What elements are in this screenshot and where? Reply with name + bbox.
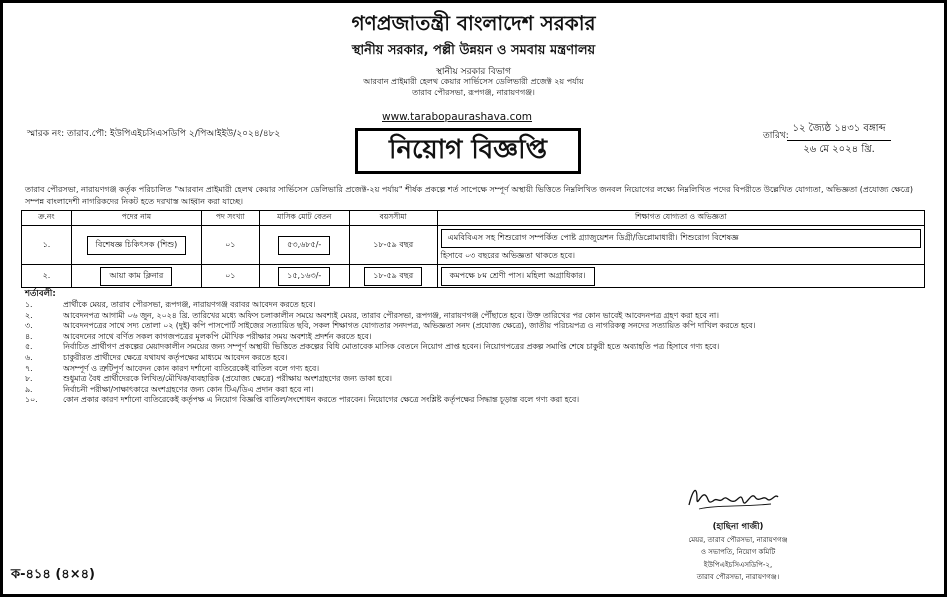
signature: [685, 479, 781, 515]
condition-text: শুধুমাত্র বৈধ প্রার্থীদেরকে লিখিত/মৌখিক/ব্যবহারিক (প্রযোজ্য ক্ষেত্রে) পরীক্ষায় অংশগ্রহণের জন্য ডাকা হবে।: [63, 374, 392, 384]
condition-text: আবেদনপত্র আগামী ০৬ জুন, ২০২৪ খ্রি. তারিখের মধ্যে অফিস চলাকালীন সময়ে অবশ্যই মেয়র, তারাব পৌরসভা, রূপগঞ্জ, নারায়ণগঞ্জ পৌঁছাতে হবে। উক্ত তারিখের পর কোন ভাবেই আবেদনপত্র গ্রহণ করা হবে না।: [63, 310, 719, 320]
row-age: ১৮-৫৯ বছর: [349, 226, 437, 265]
condition-number: ১০.: [25, 395, 38, 405]
row-count: ০১: [201, 226, 259, 265]
notice-title: [355, 128, 581, 174]
condition-text: নির্বাচিত প্রার্থীগণ প্রকল্পের মেয়াদকালীন সময়ের জন্য সম্পূর্ণ অস্থায়ী ভিত্তিতে প্রকল্পের বিধি মোতাবেক মাসিক বেতনে নিয়োগ প্রাপ্ত হবেন। নিয়োগপত্রের প্রকল্প সমাপ্তি শেষে চাকুরী হতে অব্যাহতি পত্র হিসাবে গণ্য হবে।: [63, 342, 720, 352]
website-link[interactable]: www.tarabopaurashava.com: [382, 111, 533, 123]
row-post: [71, 226, 201, 265]
row-qualification: [437, 265, 924, 288]
signatory-designation: মেয়র, তারাব পৌরসভা, নারায়ণগঞ্জ: [688, 535, 788, 544]
row-salary: [259, 265, 349, 288]
date-bangla: ১২ জ্যৈষ্ঠ ১৪৩১ বঙ্গাব্দ: [787, 121, 891, 141]
header-serial: ক্র.নং: [22, 211, 72, 226]
row-serial: ১.: [22, 226, 72, 265]
condition-number: ৯.: [25, 384, 33, 394]
header-qualification: শিক্ষাগত যোগ্যতা ও অভিজ্ঞতা: [437, 211, 924, 226]
footer-code: ক-৪১৪ (৪×৪): [11, 567, 95, 582]
condition-item: [25, 364, 925, 375]
condition-item: [25, 385, 925, 396]
office-address: তারাব পৌরসভা, রূপগঞ্জ, নারায়ণগঞ্জ।: [412, 88, 535, 97]
condition-item: [25, 311, 925, 322]
intro-paragraph: তারাব পৌরসভা, নারায়ণগঞ্জ কর্তৃক পরিচালিত "আরবান প্রাইমারী হেলথ কেয়ার সার্ভিসেস ডেলিভারি প্রজেক্ট-২য় পর্যায়" শীর্ষক প্রকল্পে শর্ত সাপেক্ষে সম্পূর্ণ অস্থায়ী ভিত্তিতে নিম্নলিখিত জনবল নিয়োগের লক্ষ্যে নিম্নলিখিত পদের বিপরীতে উল্লেখিত যোগ্যতা, অভিজ্ঞতা (প্রযোজ্য ক্ষেত্রে) সম্পন্ন বাংলাদেশী নাগরিকদের নিকট হতে দরখাস্ত আহ্বান করা যাচ্ছে।: [25, 185, 913, 206]
qualification-line: কমপক্ষে ৮ম শ্রেণী পাস। মহিলা অগ্রাধিকার।: [441, 267, 595, 286]
condition-number: ৭.: [25, 363, 33, 373]
condition-text: চাকুরীরত প্রার্থীদের ক্ষেত্রে যথাযথ কর্তৃপক্ষের মাধ্যমে আবেদন করতে হবে।: [63, 352, 288, 362]
condition-item: [25, 374, 925, 385]
post-name: বিশেষজ্ঞ চিকিৎসক (শিশু): [87, 236, 187, 255]
condition-number: ৪.: [25, 331, 33, 341]
conditions-title: শর্তাবলী:: [25, 289, 56, 299]
condition-text: আবেদনপত্রের সাথে সদ্য তোলা ০২ (দুই) কপি পাসপোর্ট সাইজের সত্যায়িত ছবি, সকল শিক্ষাগত যোগ্যতার সনদপত্র, অভিজ্ঞতা সনদ (প্রযোজ্য ক্ষেত্রে), জাতীয় পরিচয়পত্র ও নাগরিকত্ব সনদের সত্যায়িত কপি দাখিল করতে হবে।: [63, 321, 756, 331]
condition-text: অসম্পূর্ণ ও ত্রুটিপূর্ণ আবেদন কোন কারণ দর্শানো ব্যতিরেকেই বাতিল বলে গণ্য হবে।: [63, 363, 320, 373]
notice-title-text: নিয়োগ বিজ্ঞপ্তি: [389, 135, 547, 165]
row-age: [349, 265, 437, 288]
condition-item: [25, 332, 925, 343]
condition-number: ৮.: [25, 374, 33, 384]
signatory-name: (হাছিনা গাজী): [712, 522, 764, 532]
salary-value: ৫৩,৬৮৫/-: [278, 236, 330, 255]
table-row: [22, 265, 925, 288]
post-name: আয়া কাম ক্লিনার: [100, 267, 172, 286]
condition-item: [25, 342, 925, 353]
condition-item: [25, 300, 925, 311]
condition-number: ৩.: [25, 321, 33, 331]
date-label: তারিখ:: [763, 131, 789, 141]
condition-number: ৫.: [25, 342, 33, 352]
posts-table: [21, 210, 925, 288]
qualification-line: হিসাবে ০৩ বছরের অভিজ্ঞতা থাকতে হবে।: [440, 251, 576, 260]
signatory-office: তারাব পৌরসভা, নারায়ণগঞ্জ।: [696, 573, 780, 581]
header-salary: মাসিক মোট বেতন: [259, 211, 349, 226]
salary-value: ১৫,১৬৩/-: [278, 267, 330, 286]
signatory-block: [653, 521, 823, 584]
memo-number: স্মারক নং: তারাব.পৌ: ইউপিএইচসিএসডিপি ২/পিআইইউ/২০২৪/৪৮২: [27, 129, 281, 139]
age-value: ১৮-৫৯ বছর: [364, 267, 422, 286]
signatory-committee: ও সভাপতি, নিয়োগ কমিটি: [700, 548, 776, 556]
row-qualification: [437, 226, 924, 265]
condition-text: আবেদনের সাথে বর্ণিত সকল কাগজপত্রের মূলকপি মৌখিক পরীক্ষার সময় অবশ্যই প্রদর্শন করতে হবে।: [63, 331, 372, 341]
table-header-row: [22, 211, 925, 226]
row-post: [71, 265, 201, 288]
division-name: স্থানীয় সরকার বিভাগ: [435, 67, 512, 77]
condition-number: ৬.: [25, 352, 33, 362]
qualification-line: এমবিবিএস সহ শিশুরোগ সম্পর্কিত পোষ্ট গ্র্যাজুয়েশন ডিগ্রী/ডিপ্লোমাধারী। শিশুরোগ বিশেষজ্ঞ: [441, 229, 921, 248]
signatory-project: ইউপিএইচসিএসডিপি-২,: [703, 560, 773, 569]
condition-text: কোন প্রকার কারণ দর্শানো ব্যতিরেকেই কর্তৃপক্ষ এ নিয়োগ বিজ্ঞপ্তি বাতিল/সংশোধন করতে পারবেন। নিয়োগের ক্ষেত্রে সংশ্লিষ্ট কর্তৃপক্ষের সিদ্ধান্ত চূড়ান্ত বলে গণ্য করা হবে।: [63, 395, 579, 405]
condition-text: নির্বাচনী পরীক্ষা/সাক্ষাৎকারে অংশগ্রহণের জন্য কোন টিএ/ডিএ প্রদান করা হবে না।: [63, 384, 314, 394]
header-post: পদের নাম: [71, 211, 201, 226]
date-english: ২৬ মে ২০২৪ খ্রি.: [803, 144, 875, 155]
condition-number: ১.: [25, 300, 33, 309]
government-title: গণপ্রজাতন্ত্রী বাংলাদেশ সরকার: [351, 11, 596, 35]
header-age: বয়সসীমা: [349, 211, 437, 226]
row-serial: ২.: [22, 265, 72, 288]
condition-item: [25, 353, 925, 364]
header-count: পদ সংখ্যা: [201, 211, 259, 226]
condition-text: প্রার্থীকে মেয়র, তারাব পৌরসভা, রূপগঞ্জ, নারায়ণগঞ্জ বরাবর আবেদন করতে হবে।: [63, 300, 316, 309]
condition-item: [25, 395, 925, 406]
row-salary: [259, 226, 349, 265]
condition-number: ২.: [25, 310, 33, 320]
conditions-list: [25, 300, 925, 406]
ministry-name: স্থানীয় সরকার, পল্লী উন্নয়ন ও সমবায় মন্ত্রণালয়: [351, 43, 596, 58]
condition-item: [25, 321, 925, 332]
row-count: ০১: [201, 265, 259, 288]
project-name: আরবান প্রাইমারী হেলথ কেয়ার সার্ভিসেস ডেলিভারী প্রজেক্ট ২য় পর্যায়: [363, 77, 584, 86]
table-row: [22, 226, 925, 265]
